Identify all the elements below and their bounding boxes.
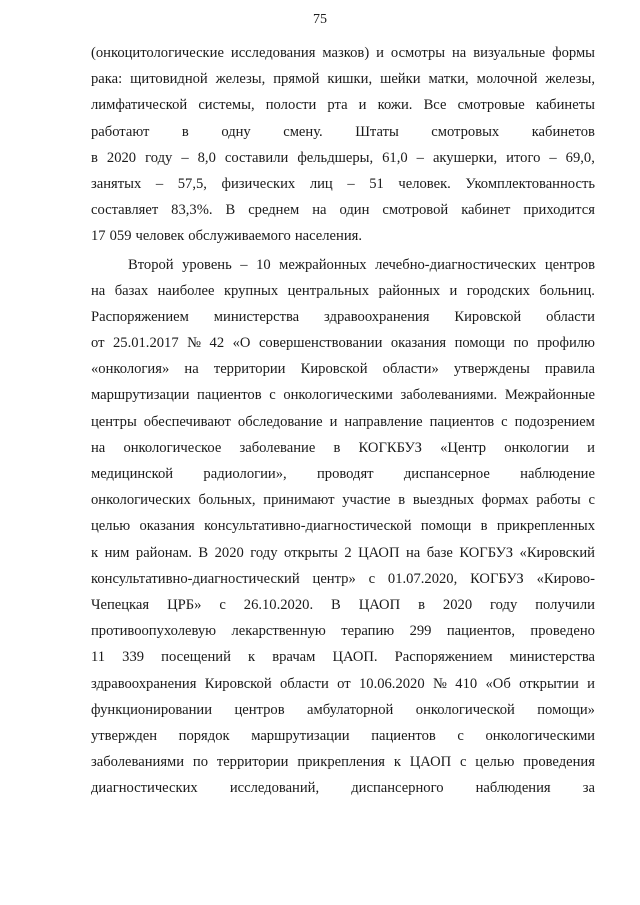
word: году bbox=[250, 544, 278, 561]
word: заболеваниями bbox=[91, 754, 185, 771]
word: Чепецкая bbox=[91, 596, 150, 613]
word: – bbox=[549, 149, 557, 166]
word: кабинет bbox=[461, 202, 511, 219]
word: В bbox=[225, 202, 236, 219]
word: противоопухолевую bbox=[91, 623, 217, 640]
word: 01.07.2020, bbox=[387, 570, 458, 587]
word: территории bbox=[213, 361, 286, 378]
word: № bbox=[432, 675, 447, 692]
word: диспансерного bbox=[351, 780, 444, 797]
text-line bbox=[91, 145, 595, 171]
word: министерства bbox=[509, 649, 595, 666]
word: формы bbox=[552, 45, 595, 61]
word: к bbox=[91, 544, 99, 561]
word: межрайонных bbox=[279, 256, 367, 273]
word: лечебно-диагностических bbox=[375, 256, 537, 273]
word: в bbox=[333, 439, 341, 456]
word: к bbox=[393, 754, 401, 771]
word: «О bbox=[232, 335, 251, 352]
word: и bbox=[587, 675, 595, 692]
text-line bbox=[91, 723, 595, 749]
word: смотровые bbox=[457, 97, 525, 114]
word: приходится bbox=[523, 202, 595, 219]
word: В bbox=[331, 596, 341, 613]
word: смену. bbox=[283, 123, 323, 140]
word: маршрутизации bbox=[91, 387, 190, 404]
word: правила bbox=[544, 361, 595, 378]
word: один bbox=[339, 202, 370, 219]
word: Второй bbox=[128, 256, 174, 273]
word: работают bbox=[91, 123, 150, 140]
word: пациентов bbox=[371, 727, 436, 744]
word: онкологии bbox=[504, 439, 569, 456]
word: 2020 bbox=[106, 149, 137, 166]
text-line bbox=[91, 119, 595, 145]
word: маршрутизации bbox=[251, 727, 350, 744]
word: визуальные bbox=[473, 45, 546, 61]
word: «Центр bbox=[440, 439, 487, 456]
word: больных, bbox=[198, 492, 256, 509]
word: Укомплектованность bbox=[465, 175, 595, 192]
word: в bbox=[418, 596, 425, 613]
word: посещений bbox=[161, 649, 231, 666]
word: 61,0 bbox=[382, 149, 408, 166]
word: кишки, bbox=[327, 71, 373, 88]
word: ЦАОП bbox=[358, 544, 400, 561]
word: проведения bbox=[523, 754, 595, 771]
text-line bbox=[91, 356, 595, 382]
word: онкологическое bbox=[123, 439, 222, 456]
word: одну bbox=[221, 123, 251, 140]
word: Кировской bbox=[204, 675, 272, 692]
word: наиболее bbox=[157, 282, 215, 299]
word: заболеваниями. bbox=[400, 387, 498, 404]
word: консультативно-диагностический bbox=[91, 570, 300, 587]
text-line bbox=[91, 592, 595, 618]
word: от bbox=[91, 335, 105, 352]
word: рта bbox=[327, 97, 348, 114]
word: за bbox=[582, 780, 595, 797]
word: фельдшеры, bbox=[297, 149, 374, 166]
word: радиологии», bbox=[203, 466, 287, 482]
word: системы, bbox=[198, 97, 255, 114]
word: осмотры bbox=[390, 45, 446, 61]
word: ним bbox=[104, 544, 130, 561]
word: исследований, bbox=[229, 780, 320, 797]
word: центр» bbox=[312, 570, 356, 587]
word: «Кировский bbox=[519, 544, 595, 561]
word: итого bbox=[506, 149, 541, 166]
word: формах bbox=[481, 492, 529, 509]
word: наблюдение bbox=[520, 466, 595, 482]
word: пациентов bbox=[197, 387, 262, 404]
text-line bbox=[91, 644, 595, 670]
word: по bbox=[513, 335, 529, 352]
text-line bbox=[91, 278, 595, 304]
word: 42 bbox=[209, 335, 225, 352]
word: молочной bbox=[476, 71, 538, 88]
word: – bbox=[181, 149, 189, 166]
word: году bbox=[490, 596, 518, 613]
word: и bbox=[376, 45, 384, 61]
word: по bbox=[192, 754, 209, 771]
word: 17 bbox=[91, 228, 106, 245]
word: 57,5, bbox=[177, 175, 207, 192]
word: ЦАОП bbox=[409, 754, 452, 771]
word: здравоохранения bbox=[324, 308, 430, 325]
word: «Кирово- bbox=[536, 570, 595, 587]
word: получили bbox=[535, 596, 595, 613]
word: на bbox=[91, 439, 106, 456]
word: на bbox=[184, 361, 199, 378]
word: порядок bbox=[178, 727, 230, 744]
word: Кировской bbox=[300, 361, 368, 378]
text-line bbox=[91, 409, 595, 435]
text-line bbox=[91, 252, 595, 278]
word: терапию bbox=[341, 623, 395, 640]
word: 2020 bbox=[442, 596, 473, 613]
word: консультативно-диагностической bbox=[204, 518, 412, 535]
word: на bbox=[405, 544, 421, 561]
text-line bbox=[91, 749, 595, 775]
word: онкологической bbox=[415, 701, 515, 718]
word: открытии bbox=[519, 675, 579, 692]
word: центров bbox=[234, 701, 285, 718]
word: больниц. bbox=[539, 282, 595, 299]
word: в bbox=[91, 149, 98, 166]
word: к bbox=[248, 649, 256, 666]
word: с bbox=[588, 492, 595, 509]
word: на bbox=[452, 45, 467, 61]
word: онкологических bbox=[91, 492, 191, 509]
word: № bbox=[187, 335, 202, 352]
text-line bbox=[91, 671, 595, 697]
text-line bbox=[91, 435, 595, 461]
word: области» bbox=[382, 361, 439, 378]
word: обслуживаемого bbox=[188, 228, 291, 245]
text-line bbox=[91, 697, 595, 723]
word: физических bbox=[221, 175, 296, 192]
word: лимфатической bbox=[91, 97, 188, 114]
text-line bbox=[91, 171, 595, 197]
word: онкологическими bbox=[485, 727, 595, 744]
word: смотровой bbox=[382, 202, 449, 219]
word: функционировании bbox=[91, 701, 213, 718]
word: обеспечивают bbox=[143, 413, 231, 430]
word: и bbox=[329, 413, 338, 430]
word: крупных bbox=[223, 282, 279, 299]
word: прямой bbox=[273, 71, 320, 88]
word: полости bbox=[265, 97, 317, 114]
text-line bbox=[91, 304, 595, 330]
word: обследование bbox=[237, 413, 323, 430]
word: центральных bbox=[287, 282, 369, 299]
word: в bbox=[181, 123, 189, 140]
word: 26.10.2020. bbox=[243, 596, 314, 613]
word: – bbox=[347, 175, 355, 192]
word: железы, bbox=[215, 71, 266, 88]
word: центров bbox=[544, 256, 595, 273]
word: ЦАОП bbox=[358, 596, 401, 613]
text-line bbox=[91, 66, 595, 92]
word: Межрайонные bbox=[504, 387, 595, 404]
word: городских bbox=[466, 282, 530, 299]
word: на bbox=[312, 202, 327, 219]
word: наблюдения bbox=[475, 780, 551, 797]
word: 059 bbox=[109, 228, 132, 245]
text-line bbox=[91, 513, 595, 539]
word: проводят bbox=[316, 466, 374, 482]
text-line bbox=[91, 223, 595, 249]
word: ЦРБ» bbox=[167, 596, 202, 613]
word: работы bbox=[536, 492, 581, 509]
text-line bbox=[91, 40, 595, 66]
word: помощи bbox=[420, 518, 472, 535]
word: оказания bbox=[139, 518, 195, 535]
word: смотровых bbox=[431, 123, 500, 140]
word: министерства bbox=[213, 308, 300, 325]
word: матки, bbox=[428, 71, 469, 88]
word: населения. bbox=[294, 228, 363, 245]
text-line bbox=[91, 618, 595, 644]
word: мазков) bbox=[322, 45, 370, 61]
word: лекарственную bbox=[231, 623, 326, 640]
text-line bbox=[91, 540, 595, 566]
word: с bbox=[457, 727, 464, 744]
text-line bbox=[91, 461, 595, 487]
word: (онкоцитологические bbox=[91, 45, 224, 61]
text-line bbox=[91, 197, 595, 223]
word: составляет bbox=[91, 202, 159, 219]
word: акушерки, bbox=[432, 149, 498, 166]
word: открыты bbox=[283, 544, 338, 561]
word: Все bbox=[423, 97, 447, 114]
word: в bbox=[480, 518, 488, 535]
word: – bbox=[240, 256, 248, 273]
word: КОГКБУЗ bbox=[358, 439, 422, 456]
word: заболевание bbox=[239, 439, 316, 456]
body-text bbox=[91, 40, 595, 801]
word: среднем bbox=[248, 202, 300, 219]
word: прикрепления bbox=[297, 754, 385, 771]
text-line bbox=[91, 382, 595, 408]
word: с bbox=[501, 413, 508, 430]
word: центры bbox=[91, 413, 137, 430]
word: 10.06.2020 bbox=[358, 675, 425, 692]
word: 339 bbox=[122, 649, 145, 666]
word: прикрепленных bbox=[496, 518, 595, 535]
word: – bbox=[155, 175, 164, 192]
word: утвержден bbox=[91, 727, 158, 744]
word: с bbox=[459, 754, 467, 771]
word: от bbox=[337, 675, 351, 692]
word: врачам bbox=[272, 649, 316, 666]
word: участие bbox=[342, 492, 391, 509]
word: медицинской bbox=[91, 466, 174, 482]
text-line bbox=[91, 330, 595, 356]
word: территории bbox=[216, 754, 289, 771]
word: выездных bbox=[412, 492, 475, 509]
word: оказания bbox=[390, 335, 447, 352]
word: здравоохранения bbox=[91, 675, 197, 692]
word: железы, bbox=[545, 71, 595, 88]
word: 2020 bbox=[214, 544, 244, 561]
text-line bbox=[91, 487, 595, 513]
word: помощи» bbox=[537, 701, 595, 718]
word: «онкология» bbox=[91, 361, 170, 378]
word: шейки bbox=[380, 71, 421, 88]
word: человек bbox=[135, 228, 185, 245]
word: Распоряжением bbox=[394, 649, 493, 666]
word: уровень bbox=[182, 256, 232, 273]
word: щитовидной bbox=[130, 71, 208, 88]
word: ЦАОП. bbox=[332, 649, 378, 666]
word: целью bbox=[475, 754, 515, 771]
word: человек. bbox=[398, 175, 451, 192]
word: 410 bbox=[455, 675, 478, 692]
word: районных bbox=[378, 282, 441, 299]
word: принимают bbox=[263, 492, 335, 509]
word: диагностических bbox=[91, 780, 198, 797]
word: 83,3%. bbox=[171, 202, 213, 219]
word: онкологическими bbox=[283, 387, 393, 404]
word: с bbox=[368, 570, 376, 587]
word: на bbox=[91, 282, 106, 299]
word: КОГБУЗ bbox=[459, 544, 514, 561]
word: пациентов bbox=[429, 413, 495, 430]
word: проведено bbox=[530, 623, 595, 640]
page-number: 75 bbox=[313, 12, 327, 27]
word: занятых bbox=[91, 175, 142, 192]
word: и bbox=[358, 97, 367, 114]
word: с bbox=[269, 387, 276, 404]
word: Кировской bbox=[454, 308, 522, 325]
word: направление bbox=[344, 413, 423, 430]
word: В bbox=[198, 544, 209, 561]
word: профилю bbox=[537, 335, 595, 352]
word: составили bbox=[224, 149, 289, 166]
word: кабинетов bbox=[531, 123, 595, 140]
word: году bbox=[145, 149, 173, 166]
word: в bbox=[398, 492, 406, 509]
word: 69,0, bbox=[565, 149, 595, 166]
word: – bbox=[416, 149, 424, 166]
word: кабинеты bbox=[535, 97, 595, 114]
word: и bbox=[587, 439, 595, 456]
word: исследования bbox=[230, 45, 316, 61]
word: 25.01.2017 bbox=[112, 335, 179, 352]
word: базе bbox=[426, 544, 453, 561]
word: и bbox=[449, 282, 458, 299]
word: пациентов, bbox=[446, 623, 516, 640]
word: совершенствовании bbox=[258, 335, 383, 352]
word: 8,0 bbox=[197, 149, 216, 166]
word: целью bbox=[91, 518, 131, 535]
word: КОГБУЗ bbox=[470, 570, 524, 587]
word: утверждены bbox=[453, 361, 530, 378]
text-line bbox=[91, 92, 595, 118]
word: амбулаторной bbox=[307, 701, 394, 718]
word: диспансерное bbox=[403, 466, 490, 482]
word: подозрением bbox=[514, 413, 595, 430]
word: районам. bbox=[135, 544, 192, 561]
text-line bbox=[91, 566, 595, 592]
word: кожи. bbox=[377, 97, 413, 114]
word: лиц bbox=[309, 175, 333, 192]
word: 51 bbox=[369, 175, 384, 192]
word: базах bbox=[114, 282, 149, 299]
word: Распоряжением bbox=[91, 308, 189, 325]
word: 10 bbox=[256, 256, 271, 273]
word: области bbox=[546, 308, 595, 325]
text-line bbox=[91, 775, 595, 801]
word: помощи bbox=[454, 335, 505, 352]
word: 2 bbox=[344, 544, 352, 561]
word: 11 bbox=[91, 649, 106, 666]
word: 299 bbox=[409, 623, 432, 640]
word: рака: bbox=[91, 71, 123, 88]
word: области bbox=[280, 675, 329, 692]
word: с bbox=[219, 596, 226, 613]
word: Штаты bbox=[355, 123, 399, 140]
word: «Об bbox=[485, 675, 511, 692]
